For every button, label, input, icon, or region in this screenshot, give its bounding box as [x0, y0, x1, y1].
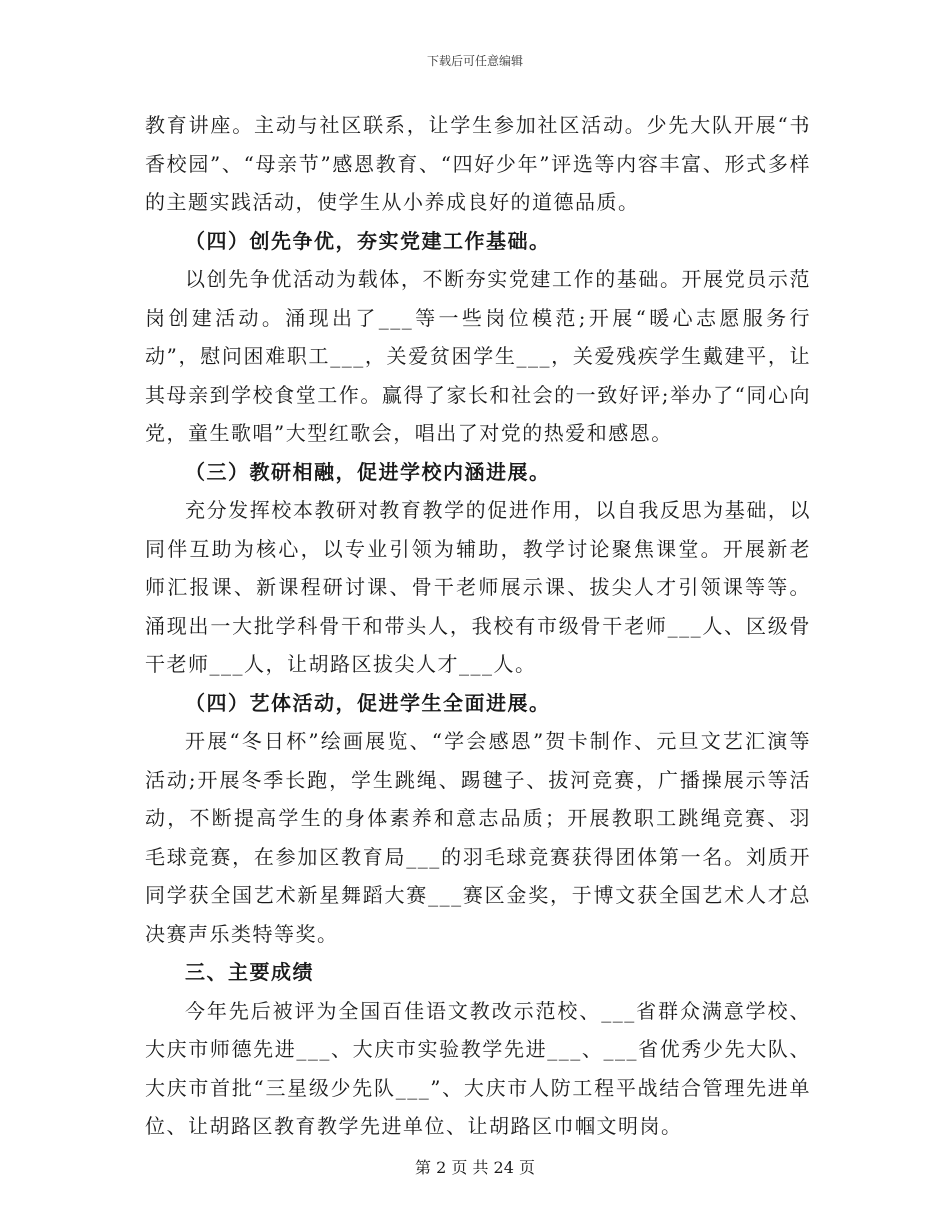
- page-header: 下载后可任意编辑: [426, 54, 523, 68]
- section-heading-achievements: 三、主要成绩: [185, 960, 314, 984]
- section-heading-party-building: （四）创先争优，夯实党建工作基础。: [185, 228, 551, 253]
- section-heading-arts-sports: （四）艺体活动，促进学生全面进展。: [185, 690, 551, 715]
- document-body: [145, 106, 811, 1146]
- section-heading-teaching-research: （三）教研相融，促进学校内涵进展。: [185, 459, 551, 484]
- paragraph-party-building: 以创先争优活动为载体，不断夯实党建工作的基础。开展党员示范岗创建活动。涌现出了___等一些岗位模范;开展“暖心志愿服务行动”，慰问困难职工___，关爱贫困学生___，关爱残疾学生戴建平，让其母亲到学校食堂工作。赢得了家长和社会的一致好评;举办了“同心向党，童生歌唱”大型红歌会，唱出了对党的热爱和感恩。: [145, 267, 811, 445]
- paragraph-achievements: 今年先后被评为全国百佳语文教改示范校、___省群众满意学校、大庆市师德先进___、大庆市实验教学先进___、___省优秀少先大队、大庆市首批“三星级少先队___”、大庆市人防工程平战结合管理先进单位、让胡路区教育教学先进单位、让胡路区巾帼文明岗。: [145, 998, 811, 1138]
- paragraph-teaching-research: 充分发挥校本教研对教育教学的促进作用，以自我反思为基础，以同伴互助为核心，以专业引领为辅助，教学讨论聚焦课堂。开展新老师汇报课、新课程研讨课、骨干老师展示课、拔尖人才引领课等等。涌现出一大批学科骨干和带头人，我校有市级骨干老师___人、区级骨干老师___人，让胡路区拔尖人才___人。: [145, 498, 811, 676]
- paragraph-1: 教育讲座。主动与社区联系，让学生参加社区活动。少先大队开展“书香校园”、“母亲节”感恩教育、“四好少年”评选等内容丰富、形式多样的主题实践活动，使学生从小养成良好的道德品质。: [145, 113, 811, 214]
- page-number: 第 2 页 共 24 页: [415, 1158, 535, 1177]
- paragraph-arts-sports: 开展“冬日杯”绘画展览、“学会感恩”贺卡制作、元旦文艺汇演等活动;开展冬季长跑，学生跳绳、踢毽子、拔河竞赛，广播操展示等活动，不断提高学生的身体素养和意志品质；开展教职工跳绳竞赛、羽毛球竞赛，在参加区教育局___的羽毛球竞赛获得团体第一名。刘质开同学获全国艺术新星舞蹈大赛___赛区金奖，于博文获全国艺术人才总决赛声乐类特等奖。: [145, 729, 811, 946]
